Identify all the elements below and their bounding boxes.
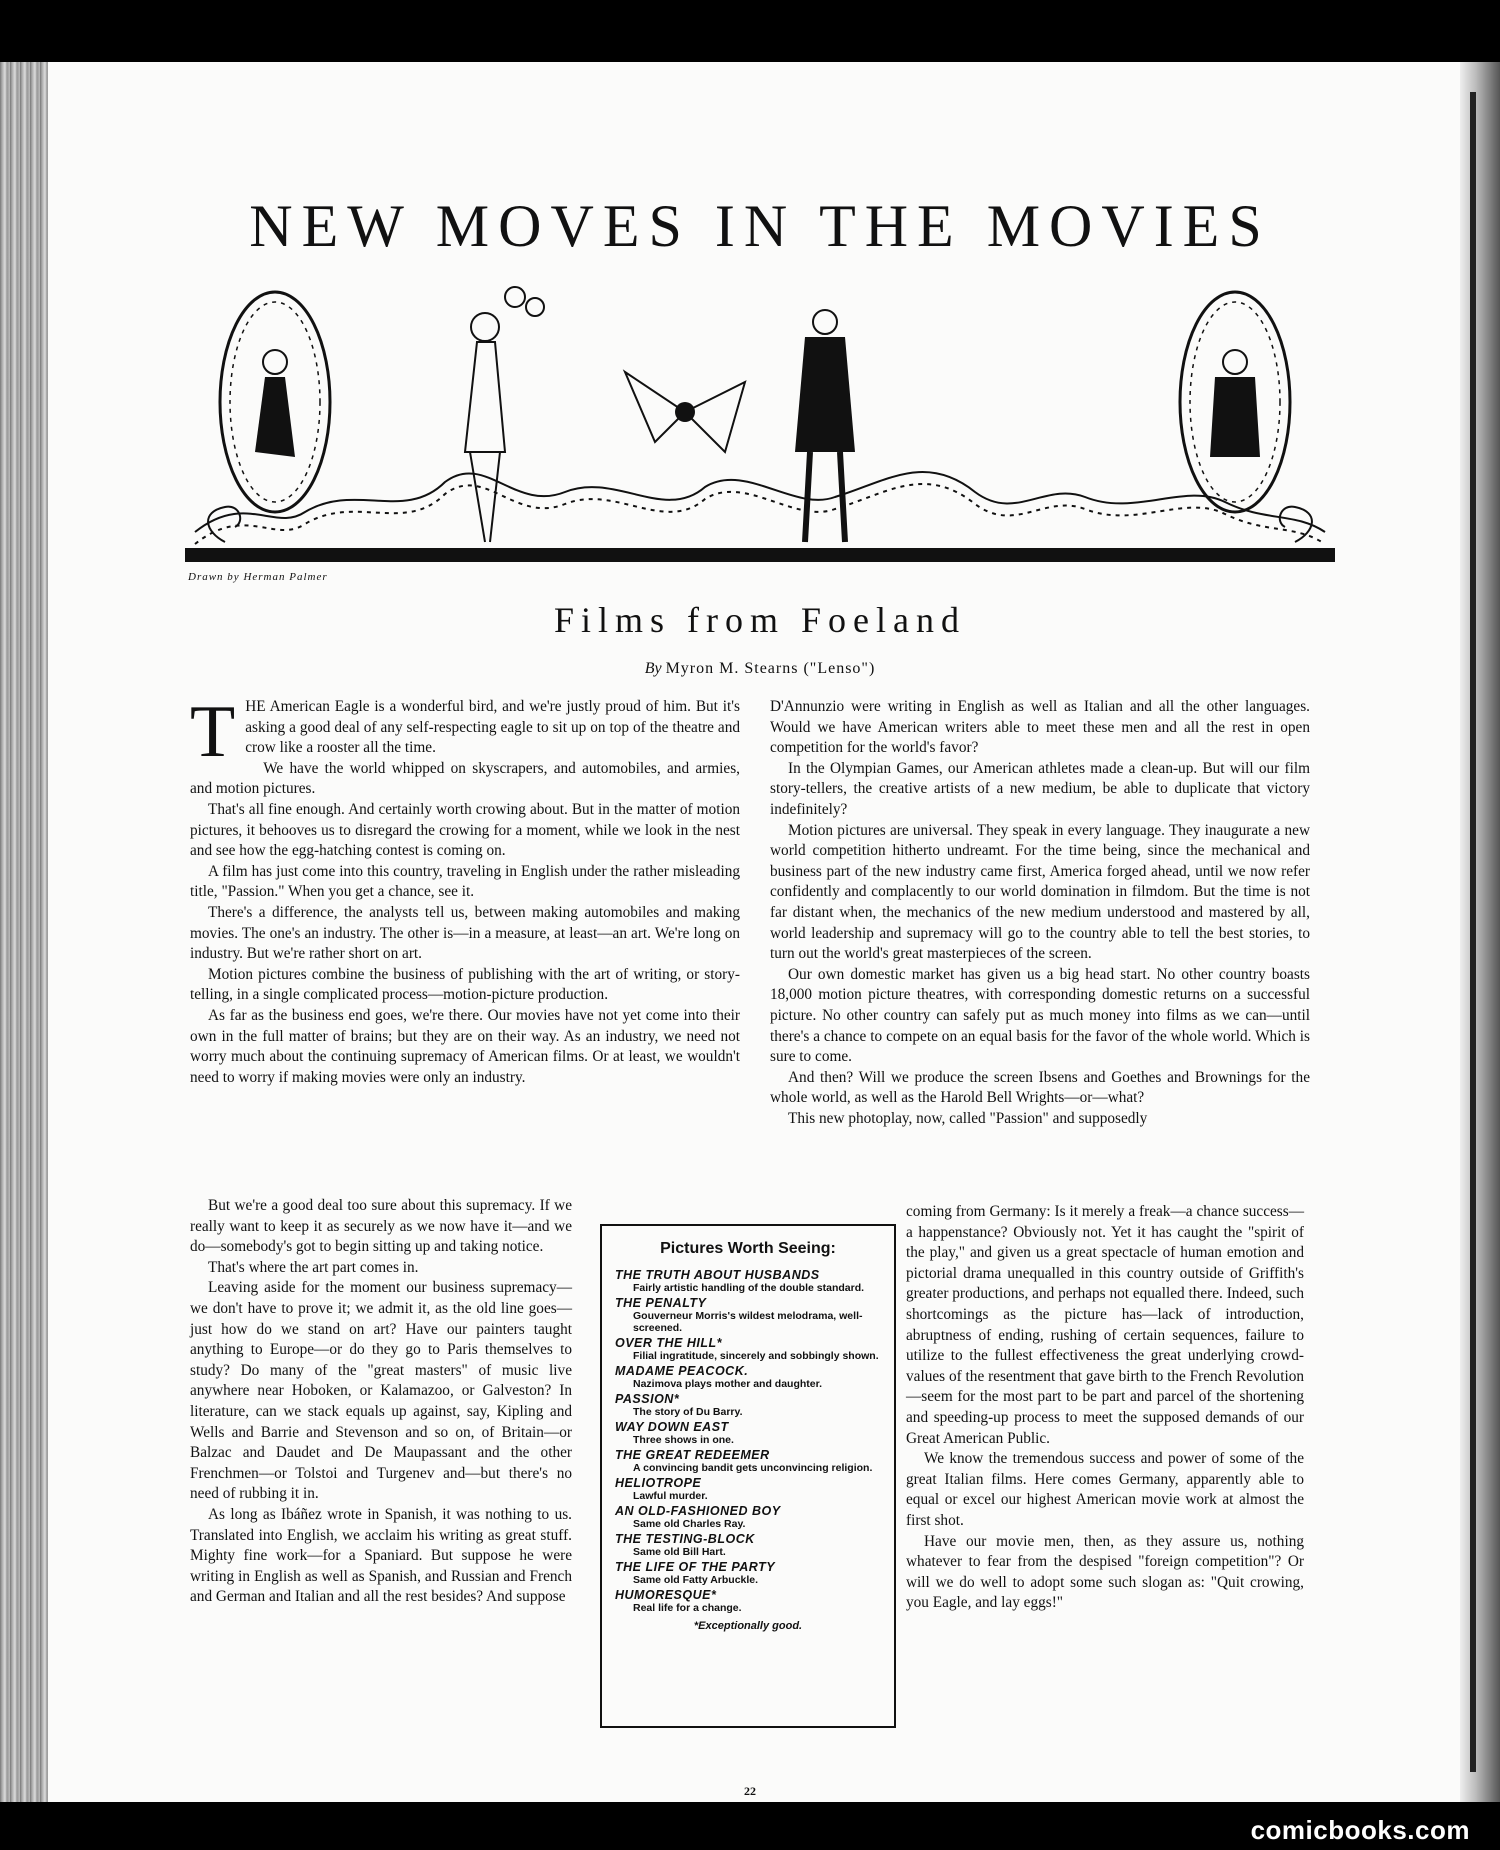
film-review: Nazimova plays mother and daughter. — [633, 1378, 823, 1390]
film-list-item — [615, 1476, 882, 1502]
film-review: The story of Du Barry. — [633, 1406, 743, 1418]
film-review: Same old Bill Hart. — [633, 1546, 726, 1558]
paragraph: D'Annunzio were writing in English as well as Italian and all the other languages. Would we have American writers able to meet these men and all the rest in open competition for the world's favor? — [770, 698, 1310, 757]
film-title: THE GREAT REDEEMER — [615, 1448, 770, 1462]
paragraph: That's all fine enough. And certainly worth crowing about. But in the matter of motion pictures, it behooves us to disregard the crowing for a moment, while we look in the nest and see how the egg-hatching contest is coming on. — [190, 800, 740, 860]
paragraph: Motion pictures combine the business of publishing with the art of writing, or story-telling, in a single complicated process—motion-picture production. — [190, 965, 740, 1004]
film-list-item — [615, 1504, 882, 1530]
paragraph: Have our movie men, then, as they assure us, nothing whatever to fear from the despised "foreign competition"? Or will we do well to adopt some such slogan as: "Quit crowing, you Eagle, and lay eggs!" — [906, 1532, 1304, 1612]
magazine-page — [0, 62, 1500, 1802]
paragraph: But we're a good deal too sure about this supremacy. If we really want to keep it as securely as we now have it—and we do—somebody's got to begin sitting up and taking notice. — [190, 1197, 572, 1256]
paragraph: Our own domestic market has given us a big head start. No other country boasts 18,000 motion picture theatres, with corresponding domestic returns on a successful picture. No other country can safely put as much money into films as we can—until there's a chance to compete on an equal basis for the favor of the whole world. Which is sure to come. — [770, 965, 1310, 1066]
film-title: THE TESTING-BLOCK — [615, 1532, 755, 1546]
pictures-worth-seeing-box — [600, 1224, 896, 1728]
paragraph: A film has just come into this country, traveling in English under the rather misleading title, "Passion." When you get a chance, see it. — [190, 862, 740, 901]
binding-gutter — [0, 62, 48, 1802]
paragraph: Motion pictures are universal. They speak in every language. They inaugurate a new world competition hitherto undreamt. For the time being, since the mechanical and business part of the new industry came first, America forged ahead, until we now refer confidently and complacently to our world domination in filmdom. But the time is not far distant when, the mechanics of the new medium understood and mastered by all, world leadership and supremacy will go to the country able to tell the best stories, to turn out the world's great masterpieces of the screen. — [770, 821, 1310, 963]
film-title: THE PENALTY — [615, 1296, 707, 1310]
page-number: 22 — [744, 1784, 756, 1798]
paragraph: coming from Germany: Is it merely a freak—a chance success—a happenstance? Obviously not. Yet it has caught the "spirit of the play," and given us a great spectacle of human emotion and pictorial drama unequalled in this country outside of Griffith's greater productions, and perhaps not equalled there. Indeed, such shortcomings as the picture has—lack of introduction, abruptness of ending, rushing of certain sequences, failure to utilize to the fullest effectiveness the great underlying crowd-values of the resentment that gave birth to the French Revolution—seem for the most part to be part and parcel of the shortening and speeding-up process to meet the supposed demands of our Great American Public. — [906, 1203, 1304, 1447]
film-list-item — [615, 1532, 882, 1558]
film-title: THE LIFE OF THE PARTY — [615, 1560, 776, 1574]
illustration-credit: Drawn by Herman Palmer — [188, 571, 328, 583]
film-title: AN OLD-FASHIONED BOY — [615, 1504, 781, 1518]
film-list-item — [615, 1268, 882, 1294]
paragraph: As far as the business end goes, we're there. Our movies have not yet come into their own in the full matter of brains; but they are on their way. As an industry, we need not worry much about the continuing supremacy of American films. Or at least, we wouldn't need to worry if making movies were only an industry. — [190, 1006, 740, 1086]
film-title: HELIOTROPE — [615, 1476, 702, 1490]
box-heading: Pictures Worth Seeing: — [660, 1240, 836, 1257]
film-review: Filial ingratitude, sincerely and sobbingly shown. — [633, 1350, 879, 1362]
paragraph: Leaving aside for the moment our business supremacy—we don't have to prove it; we admit it, as the old line goes—just how do we stand on art? Have our painters taught anything to Europe—or do they go to Paris themselves to study? Do many of the "great masters" of music live anywhere near Hoboken, or Kalamazoo, or Galveston? In literature, can we stack equals up against, say, Kipling and Wells and Barrie and Stevenson and so on, of Britain—or Balzac and Daudet and De Maupassant and the other Frenchmen—or Tolstoi and Turgenev and—but there's no need of rubbing it in. — [190, 1279, 572, 1503]
film-title: THE TRUTH ABOUT HUSBANDS — [615, 1268, 820, 1282]
film-list-item — [615, 1448, 882, 1474]
film-list-item — [615, 1392, 882, 1418]
film-reel-illustration — [185, 282, 1335, 562]
byline-prefix: By — [644, 660, 662, 677]
film-list-item — [615, 1336, 882, 1362]
film-review: A convincing bandit gets unconvincing religion. — [633, 1462, 873, 1474]
article-title: Films from Foeland — [554, 600, 966, 640]
page-edge — [1460, 62, 1500, 1802]
film-review: Real life for a change. — [633, 1602, 742, 1614]
film-list-item — [615, 1588, 882, 1614]
paragraph: We know the tremendous success and power of some of the great Italian films. Here comes Germany, apparently able to equal or excel our highest American movie work at almost the first shot. — [906, 1450, 1304, 1529]
watermark: comicbooks.com — [1250, 1815, 1470, 1845]
film-list-item — [615, 1420, 882, 1446]
page-title: NEW MOVES IN THE MOVIES — [249, 193, 1271, 259]
paragraph: As long as Ibáñez wrote in Spanish, it was nothing to us. Translated into English, we acclaim his writing as great stuff. Mighty fine work—for a Spaniard. But suppose he were writing in English as well as Spanish, and Russian and French and German and Italian and all the rest besides? And suppose — [190, 1505, 572, 1606]
byline — [185, 660, 1335, 678]
byline-author: Myron M. Stearns ("Lenso") — [665, 660, 876, 677]
article-column-1 — [190, 691, 740, 1088]
film-list-item — [615, 1364, 882, 1390]
film-review: Three shows in one. — [633, 1434, 734, 1446]
lead-paragraph: THE American Eagle is a wonderful bird, and we're justly proud of him. But it's asking a good deal of any self-respecting eagle to sit up on top of the theatre and crow like a rooster all the time. — [190, 691, 740, 773]
paragraph: This new photoplay, now, called "Passion" and supposedly — [788, 1109, 1148, 1127]
drop-cap: T — [190, 691, 236, 773]
paragraph: We have the world whipped on skyscrapers, and automobiles, and armies, and motion pictures. — [190, 759, 740, 798]
film-review: Fairly artistic handling of the double standard. — [633, 1282, 865, 1294]
film-title: PASSION* — [615, 1392, 680, 1406]
film-review: Gouverneur Morris's wildest melodrama, well-screened. — [633, 1310, 863, 1334]
film-title: HUMORESQUE* — [615, 1588, 717, 1602]
article-column-2 — [190, 1196, 572, 1608]
paragraph: That's where the art part comes in. — [208, 1258, 419, 1276]
film-title: OVER THE HILL* — [615, 1336, 723, 1350]
film-review: Same old Charles Ray. — [633, 1518, 746, 1530]
film-list-item — [615, 1560, 882, 1586]
paragraph: And then? Will we produce the screen Ibsens and Goethes and Brownings for the whole world, as well as the Harold Bell Wrights—or—what? — [770, 1068, 1310, 1107]
film-title: WAY DOWN EAST — [615, 1420, 729, 1434]
article-column-3 — [770, 697, 1310, 1129]
film-review: Lawful murder. — [633, 1490, 708, 1502]
box-footnote: *Exceptionally good. — [693, 1620, 803, 1632]
film-list-item — [615, 1296, 882, 1334]
paragraph: In the Olympian Games, our American athletes made a clean-up. But will our film story-tellers, the creative artists of a new medium, be able to duplicate that victory indefinitely? — [770, 759, 1310, 818]
article-column-4 — [906, 1202, 1304, 1614]
film-title: MADAME PEACOCK. — [615, 1364, 749, 1378]
paragraph: There's a difference, the analysts tell us, between making automobiles and making movies. The one's an industry. The other is—in a measure, at least—an art. We're long on industry. But we're rather short on art. — [190, 903, 740, 963]
film-review: Same old Fatty Arbuckle. — [633, 1574, 759, 1586]
